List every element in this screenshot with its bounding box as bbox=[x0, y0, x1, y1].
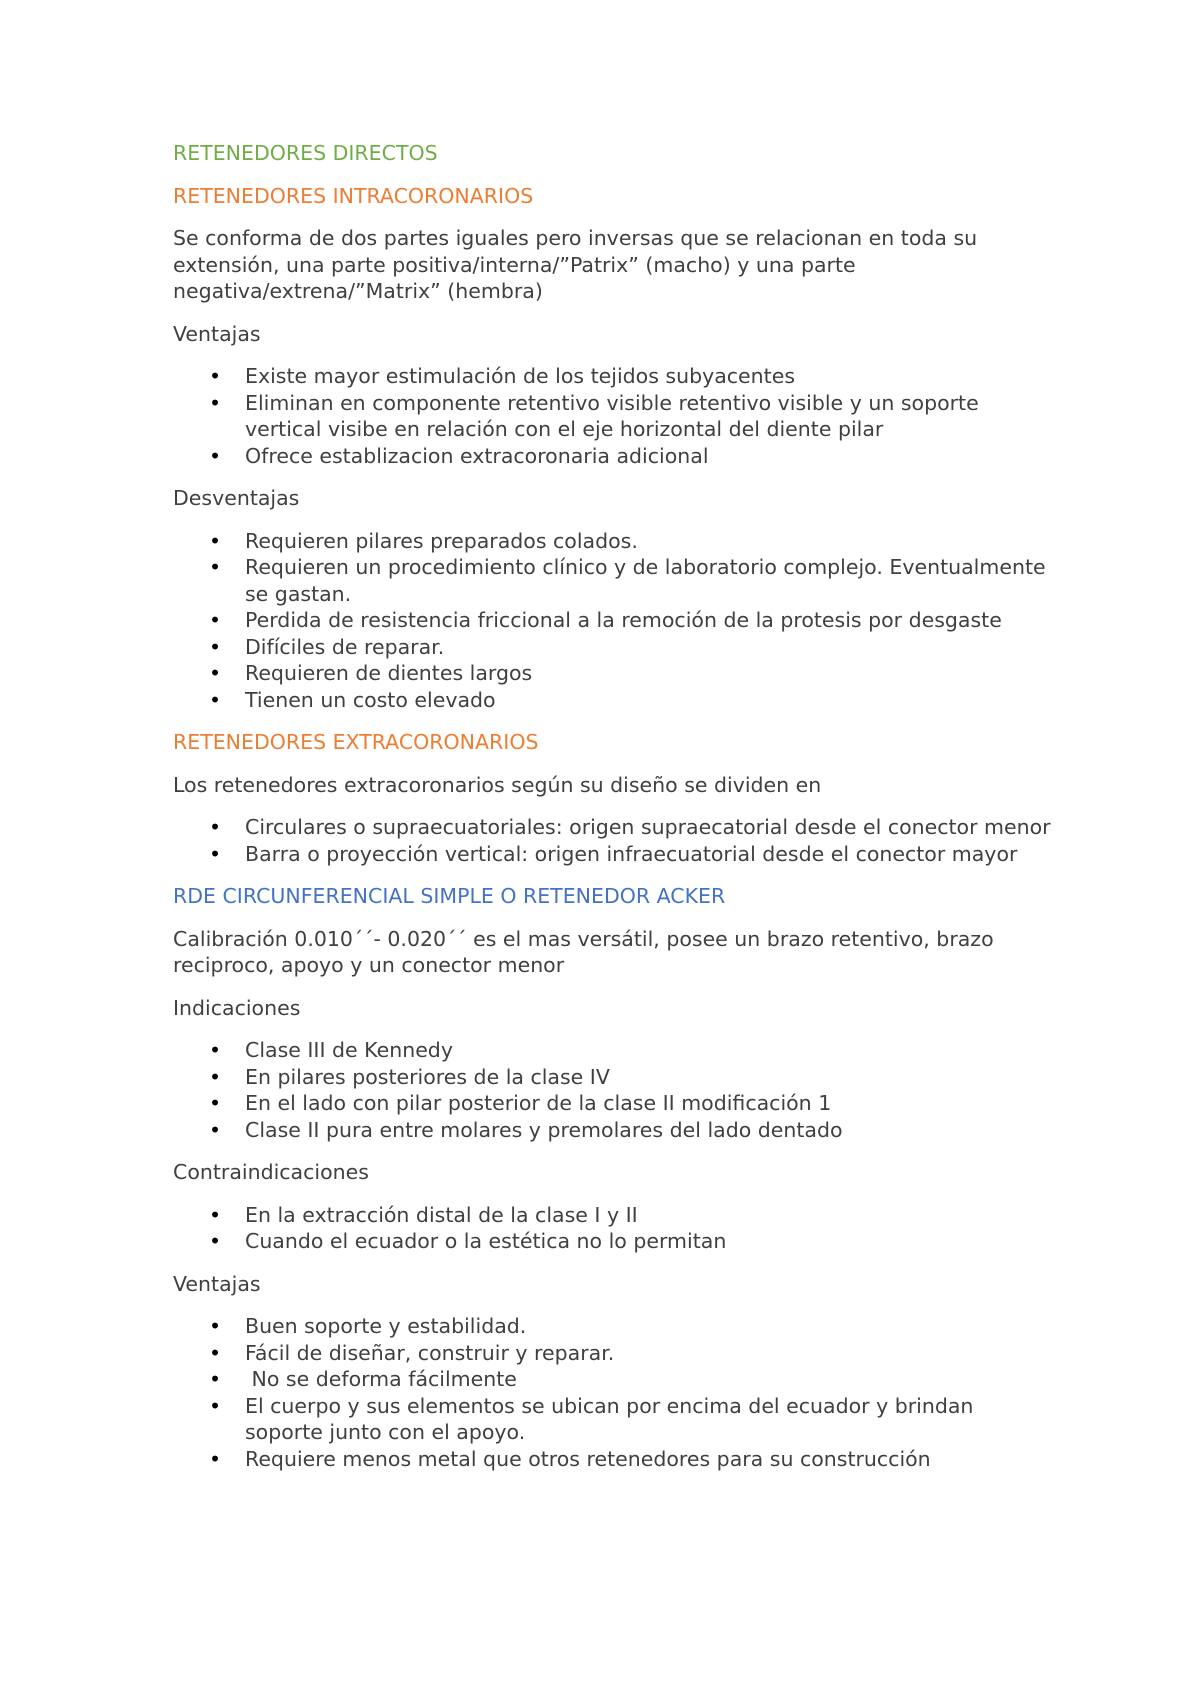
bullet-icon: • bbox=[209, 687, 222, 712]
document-content bbox=[173, 140, 1053, 1488]
bullet-icon: • bbox=[209, 1229, 222, 1253]
list-item: • Clase II pura entre molares y premolares del lado dentado bbox=[209, 1117, 843, 1142]
list-item: • Existe mayor estimulación de los tejidos subyacentes bbox=[209, 364, 795, 388]
bullet-icon: • bbox=[209, 661, 222, 685]
label-ventajas-acker: Ventajas bbox=[173, 1271, 261, 1296]
bullet-icon: • bbox=[209, 1117, 222, 1142]
list-item: • Tienen un costo elevado bbox=[209, 687, 496, 712]
bullet-icon: • bbox=[209, 815, 222, 839]
list-item: • Cuando el ecuador o la estética no lo permitan bbox=[209, 1229, 727, 1253]
bullet-icon: • bbox=[209, 1091, 222, 1115]
heading-retenedor-acker: RDE CIRCUNFERENCIAL SIMPLE O RETENEDOR ACKER bbox=[173, 884, 726, 908]
bullet-icon: • bbox=[209, 1340, 222, 1365]
list-item: • Requieren de dientes largos bbox=[209, 661, 533, 685]
list-item: • Buen soporte y estabilidad. bbox=[209, 1314, 527, 1338]
heading-extracoronarios: RETENEDORES EXTRACORONARIOS bbox=[173, 730, 539, 754]
paragraph-acker-intro: Calibración 0.010´´- 0.020´´ es el mas versátil, posee un brazo retentivo, brazo reciproco, apoyo y un conector menor bbox=[173, 926, 994, 977]
list-item: • Circulares o supraecuatoriales: origen supraecatorial desde el conector menor bbox=[209, 815, 1051, 839]
list-extra-items bbox=[173, 814, 1053, 867]
bullet-icon: • bbox=[209, 390, 222, 415]
list-item: • Clase III de Kennedy bbox=[209, 1038, 453, 1062]
bullet-icon: • bbox=[209, 443, 222, 468]
list-item: • Ofrece establizacion extracoronaria adicional bbox=[209, 443, 709, 468]
list-acker-contraindicaciones bbox=[173, 1202, 1053, 1255]
list-item: • Eliminan en componente retentivo visible retentivo visible y un soporte vertical visibe en relación con el eje horizontal del diente pilar bbox=[209, 390, 979, 441]
list-item: • Requiere menos metal que otros retenedores para su construcción bbox=[209, 1446, 931, 1471]
bullet-icon: • bbox=[209, 1064, 222, 1089]
bullet-icon: • bbox=[209, 1202, 222, 1227]
bullet-icon: • bbox=[209, 1038, 222, 1062]
paragraph-extracoronarios-intro: Los retenedores extracoronarios según su diseño se dividen en bbox=[173, 772, 822, 797]
list-item: • Fácil de diseñar, construir y reparar. bbox=[209, 1340, 615, 1365]
bullet-icon: • bbox=[209, 1314, 222, 1338]
list-item: • Requieren pilares preparados colados. bbox=[209, 528, 638, 553]
list-acker-indicaciones bbox=[173, 1037, 1053, 1143]
label-ventajas: Ventajas bbox=[173, 321, 261, 346]
bullet-icon: • bbox=[209, 608, 222, 632]
list-item: • El cuerpo y sus elementos se ubican por encima del ecuador y brindan soporte junto con el apoyo. bbox=[209, 1393, 974, 1444]
bullet-icon: • bbox=[209, 841, 222, 866]
list-item: • No se deforma fácilmente bbox=[209, 1367, 517, 1391]
list-acker-ventajas bbox=[173, 1313, 1053, 1472]
list-item: • Barra o proyección vertical: origen infraecuatorial desde el conector mayor bbox=[209, 841, 1018, 866]
heading-intracoronarios: RETENEDORES INTRACORONARIOS bbox=[173, 183, 534, 208]
list-intra-desventajas bbox=[173, 528, 1053, 714]
list-item: • Perdida de resistencia friccional a la remoción de la protesis por desgaste bbox=[209, 608, 1002, 632]
label-desventajas: Desventajas bbox=[173, 486, 300, 510]
list-item: • Requieren un procedimiento clínico y de laboratorio complejo. Eventualmente se gastan. bbox=[209, 555, 1046, 606]
label-contraindicaciones: Contraindicaciones bbox=[173, 1160, 369, 1184]
list-item: • En la extracción distal de la clase I y II bbox=[209, 1202, 638, 1227]
bullet-icon: • bbox=[209, 634, 222, 659]
bullet-icon: • bbox=[209, 528, 222, 553]
heading-retenedores-directos: RETENEDORES DIRECTOS bbox=[173, 141, 438, 165]
bullet-icon: • bbox=[209, 1393, 222, 1418]
bullet-icon: • bbox=[209, 555, 222, 579]
list-item: • Difíciles de reparar. bbox=[209, 634, 445, 659]
label-indicaciones: Indicaciones bbox=[173, 995, 301, 1020]
list-intra-ventajas bbox=[173, 363, 1053, 469]
paragraph-intracoronarios-intro: Se conforma de dos partes iguales pero inversas que se relacionan en toda su extensión, una parte positiva/interna/”Patrix” (macho) y una parte negativa/extrena/”Matrix” (hembra) bbox=[173, 226, 978, 303]
bullet-icon: • bbox=[209, 1446, 222, 1471]
list-item: • En pilares posteriores de la clase IV bbox=[209, 1064, 610, 1089]
bullet-icon: • bbox=[209, 364, 222, 388]
list-item: • En el lado con pilar posterior de la clase II modificación 1 bbox=[209, 1091, 832, 1115]
bullet-icon: • bbox=[209, 1367, 222, 1391]
